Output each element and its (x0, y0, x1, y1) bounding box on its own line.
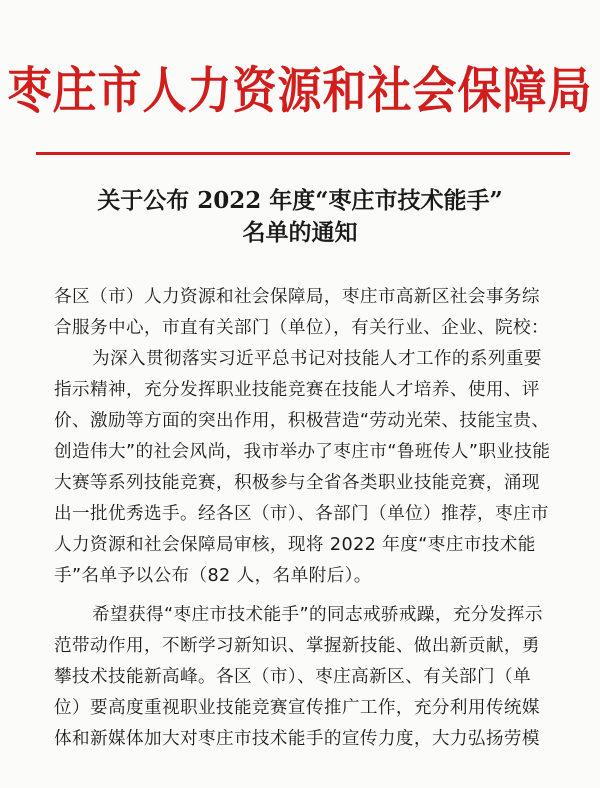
document-title-line-2: 名单的通知 (242, 219, 358, 246)
body-paragraph-1: 为深入贯彻落实习近平总书记对技能人才工作的系列重要指示精神，充分发挥职业技能竞赛在技能人才培养、使用、评价、激励等方面的突出作用，积极营造“劳动光荣、技能宝贵、创造伟大”的社会风尚，我市举办了枣庄市“鲁班传人”职业技能大赛等系列技能竞赛，积极参与全省各类职业技能竞赛，涌现出一批优秀选手。经各区（市）、各部门（单位）推荐，枣庄市人力资源和社会保障局审核，现将 2022 年度“枣庄市技术能手”名单予以公布（82 人，名单附后）。 (54, 349, 551, 586)
red-divider-line (36, 152, 570, 155)
addressee-paragraph: 各区（市）人力资源和社会保障局，枣庄市高新区社会事务综合服务中心，市直有关部门（单位），有关行业、企业、院校： (54, 287, 550, 338)
issuing-organization-header: 枣庄市人力资源和社会保障局 (7, 62, 593, 120)
body-paragraph-2: 希望获得“枣庄市技术能手”的同志戒骄戒躁，充分发挥示范带动作用，不断学习新知识、掌握新技能、做出新贡献，勇攀技术技能新高峰。各区（市）、枣庄高新区、有关部门（单位）要高度重视职业技能竞赛宣传推广工作，充分利用传统媒体和新媒体加大对枣庄市技术能手的宣传力度，大力弘扬劳模 (54, 605, 543, 749)
document-title-line-1: 关于公布 2022 年度“枣庄市技术能手” (97, 187, 503, 214)
